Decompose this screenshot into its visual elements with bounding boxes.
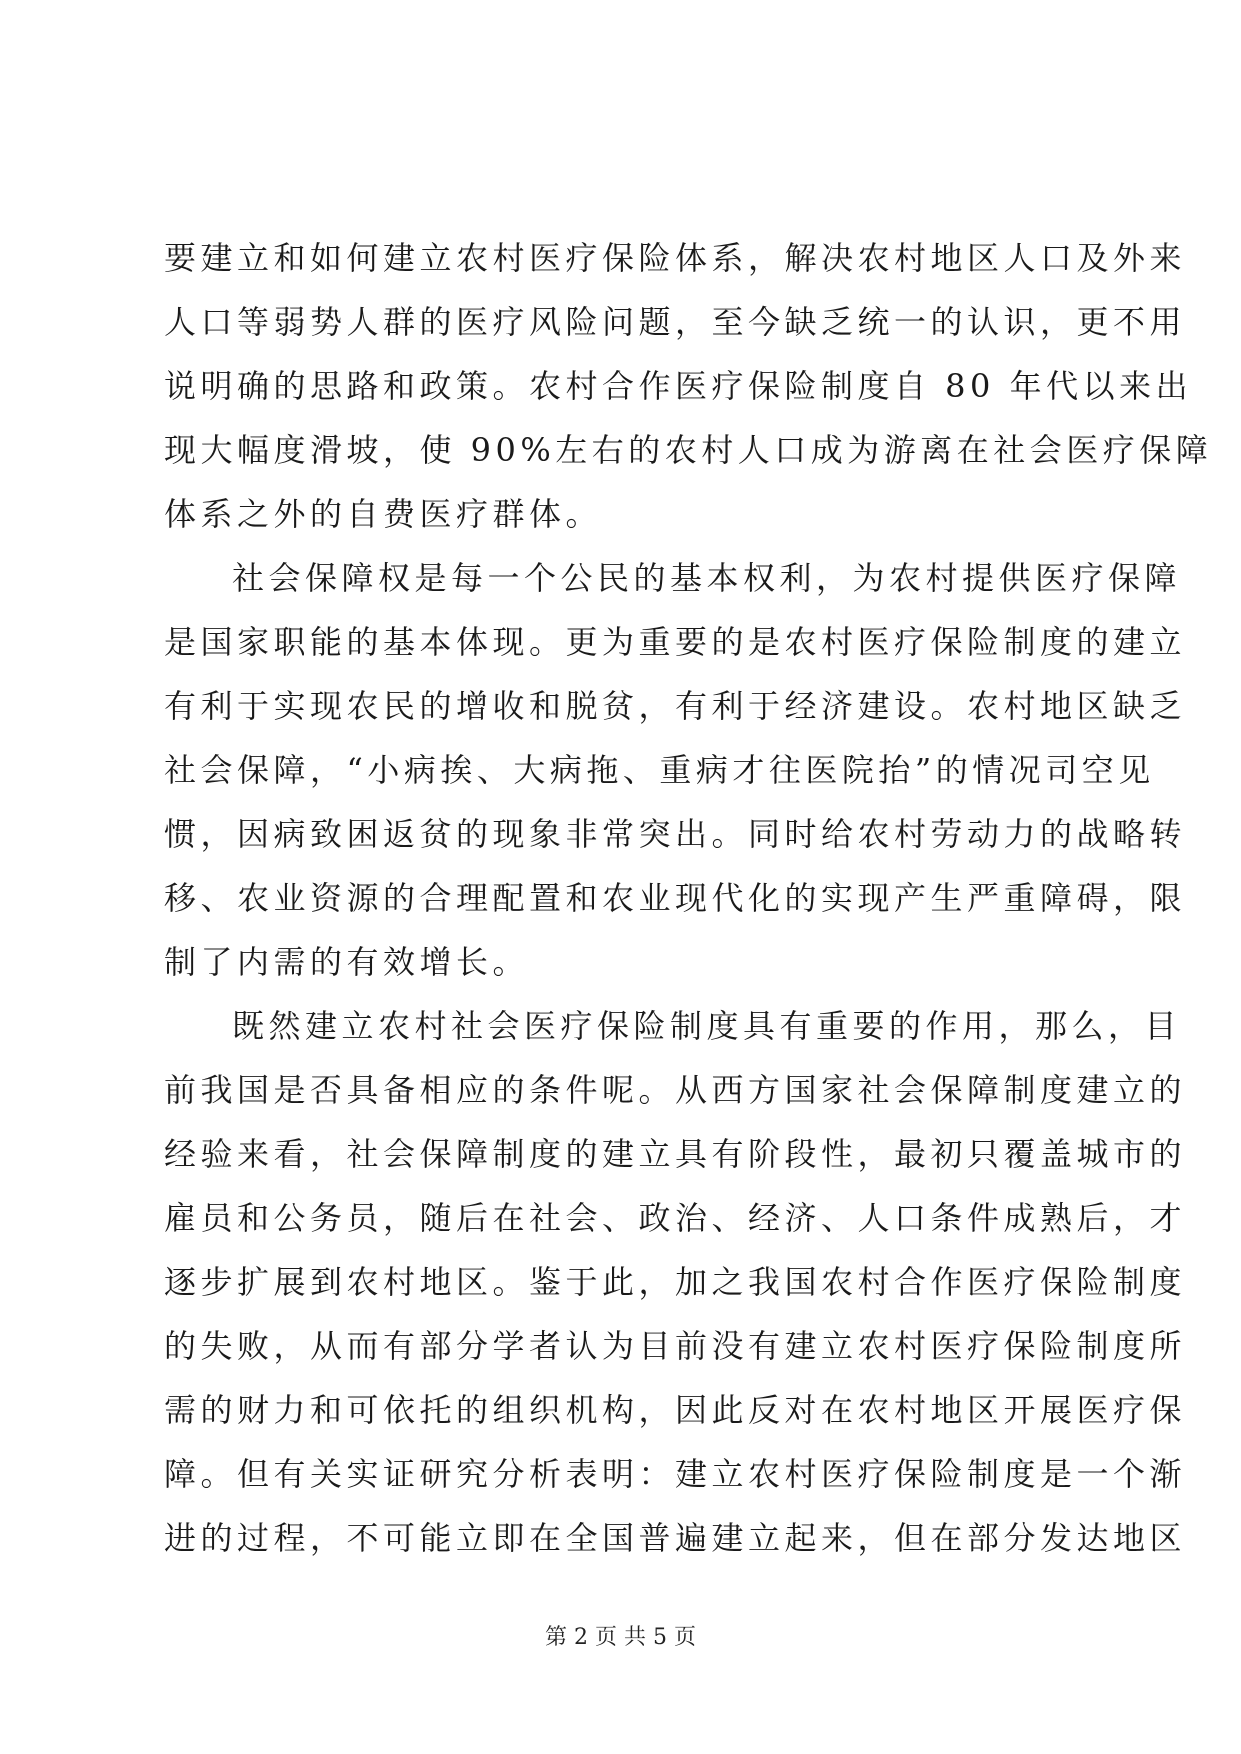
text-line: 障。但有关实证研究分析表明：建立农村医疗保险制度是一个渐 (164, 1455, 1187, 1493)
text-line: 雇员和公务员，随后在社会、政治、经济、人口条件成熟后，才 (164, 1199, 1187, 1237)
text-line: 有利于实现农民的增收和脱贫，有利于经济建设。农村地区缺乏 (164, 687, 1187, 725)
text-line: 前我国是否具备相应的条件呢。从西方国家社会保障制度建立的 (164, 1071, 1187, 1109)
text-line: 逐步扩展到农村地区。鉴于此，加之我国农村合作医疗保险制度 (164, 1263, 1187, 1301)
text-line: 惯，因病致困返贫的现象非常突出。同时给农村劳动力的战略转 (164, 815, 1187, 853)
document-body (164, 226, 1213, 1570)
text-line: 移、农业资源的合理配置和农业现代化的实现产生严重障碍，限 (164, 879, 1187, 917)
text-line: 要建立和如何建立农村医疗保险体系，解决农村地区人口及外来 (164, 239, 1187, 277)
text-line: 现大幅度滑坡，使 90%左右的农村人口成为游离在社会医疗保障 (164, 431, 1213, 469)
text-line: 经验来看，社会保障制度的建立具有阶段性，最初只覆盖城市的 (164, 1135, 1187, 1173)
text-line: 是国家职能的基本体现。更为重要的是农村医疗保险制度的建立 (164, 623, 1187, 661)
text-line: 人口等弱势人群的医疗风险问题，至今缺乏统一的认识，更不用 (164, 303, 1187, 341)
text-line: 说明确的思路和政策。农村合作医疗保险制度自 80 年代以来出 (164, 367, 1193, 405)
text-line: 需的财力和可依托的组织机构，因此反对在农村地区开展医疗保 (164, 1391, 1187, 1429)
text-line: 制了内需的有效增长。 (164, 943, 530, 981)
text-line: 体系之外的自费医疗群体。 (164, 495, 603, 533)
text-line: 社会保障，“小病挨、大病拖、重病才往医院抬”的情况司空见 (164, 751, 1155, 789)
text-line: 的失败，从而有部分学者认为目前没有建立农村医疗保险制度所 (164, 1327, 1187, 1365)
page-number-footer: 第 2 页 共 5 页 (545, 1625, 696, 1650)
paragraph-start-line: 社会保障权是每一个公民的基本权利，为农村提供医疗保障 (232, 559, 1182, 597)
paragraph-start-line: 既然建立农村社会医疗保险制度具有重要的作用，那么，目 (232, 1007, 1182, 1045)
text-line: 进的过程，不可能立即在全国普遍建立起来，但在部分发达地区 (164, 1519, 1187, 1557)
